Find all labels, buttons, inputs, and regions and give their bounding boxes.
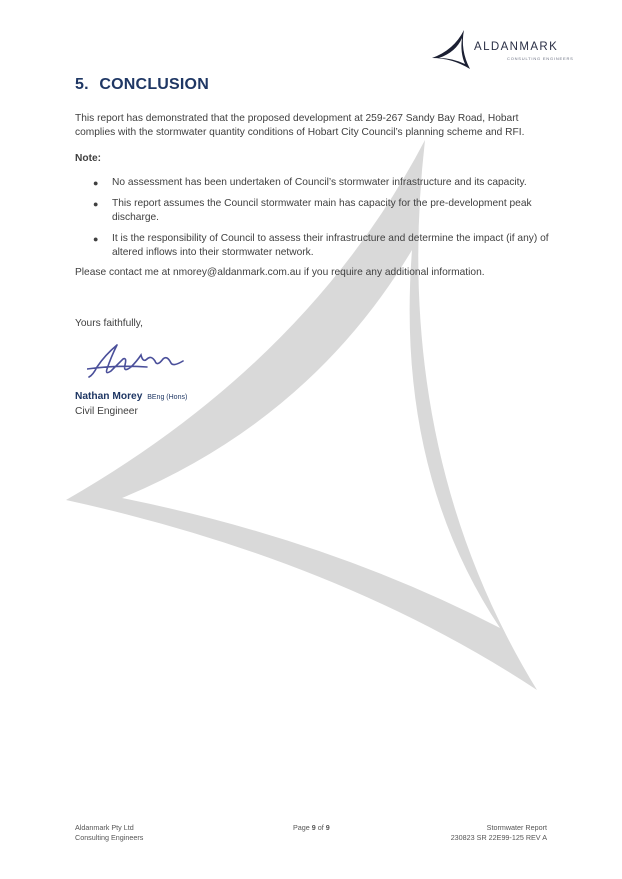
note-text: No assessment has been undertaken of Council’s stormwater infrastructure and its capacity.	[112, 177, 527, 188]
note-text: This report assumes the Council stormwater main has capacity for the pre-development peak discharge.	[112, 198, 532, 223]
signatory-role: Civil Engineer	[75, 406, 138, 417]
list-item	[75, 176, 550, 190]
section-number: 5.	[75, 76, 89, 93]
footer-page-number	[293, 823, 330, 833]
intro-paragraph: This report has demonstrated that the proposed development at 259-267 Sandy Bay Road, Hobart complies with the stormwater quantity conditions of Hobart City Council’s planning scheme and RFI.	[75, 113, 525, 138]
section-heading	[75, 76, 550, 94]
signatory-name: Nathan Morey	[75, 391, 143, 402]
footer-report-info	[451, 823, 547, 843]
footer-report-ref: 230823 SR 22E99-125 REV A	[450, 833, 547, 842]
list-item	[75, 197, 550, 225]
signature-image	[87, 341, 197, 381]
footer-company-name: Aldanmark Pty Ltd	[75, 823, 134, 832]
page-current: 9	[311, 823, 316, 832]
report-content	[75, 76, 550, 419]
aldanmark-logo	[430, 28, 574, 74]
footer-report-type: Stormwater Report	[486, 823, 547, 832]
list-item	[75, 232, 550, 260]
page-of: of	[317, 823, 324, 832]
signatory-name-line	[75, 390, 550, 405]
bullet-icon: ●	[93, 178, 99, 188]
brand-tagline: CONSULTING ENGINEERS	[507, 56, 574, 61]
brand-name: ALDANMARK	[474, 41, 559, 53]
logo-triangle-icon	[430, 28, 474, 72]
bullet-icon: ●	[93, 199, 99, 209]
note-label: Note:	[75, 153, 102, 164]
bullet-icon: ●	[93, 234, 99, 244]
footer-company	[75, 823, 143, 843]
section-title: CONCLUSION	[99, 76, 209, 93]
page-prefix: Page	[293, 823, 310, 832]
note-text: It is the responsibility of Council to assess their infrastructure and determine the impact (if any) of altered inflows into their stormwater network.	[112, 233, 549, 258]
contact-paragraph: Please contact me at nmorey@aldanmark.com.au if you require any additional information.	[75, 267, 485, 278]
closing-salutation: Yours faithfully,	[75, 318, 143, 329]
notes-list	[75, 176, 550, 260]
signatory-credentials: BEng (Hons)	[147, 394, 188, 401]
page-total: 9	[325, 823, 330, 832]
footer-company-sub: Consulting Engineers	[75, 833, 144, 842]
